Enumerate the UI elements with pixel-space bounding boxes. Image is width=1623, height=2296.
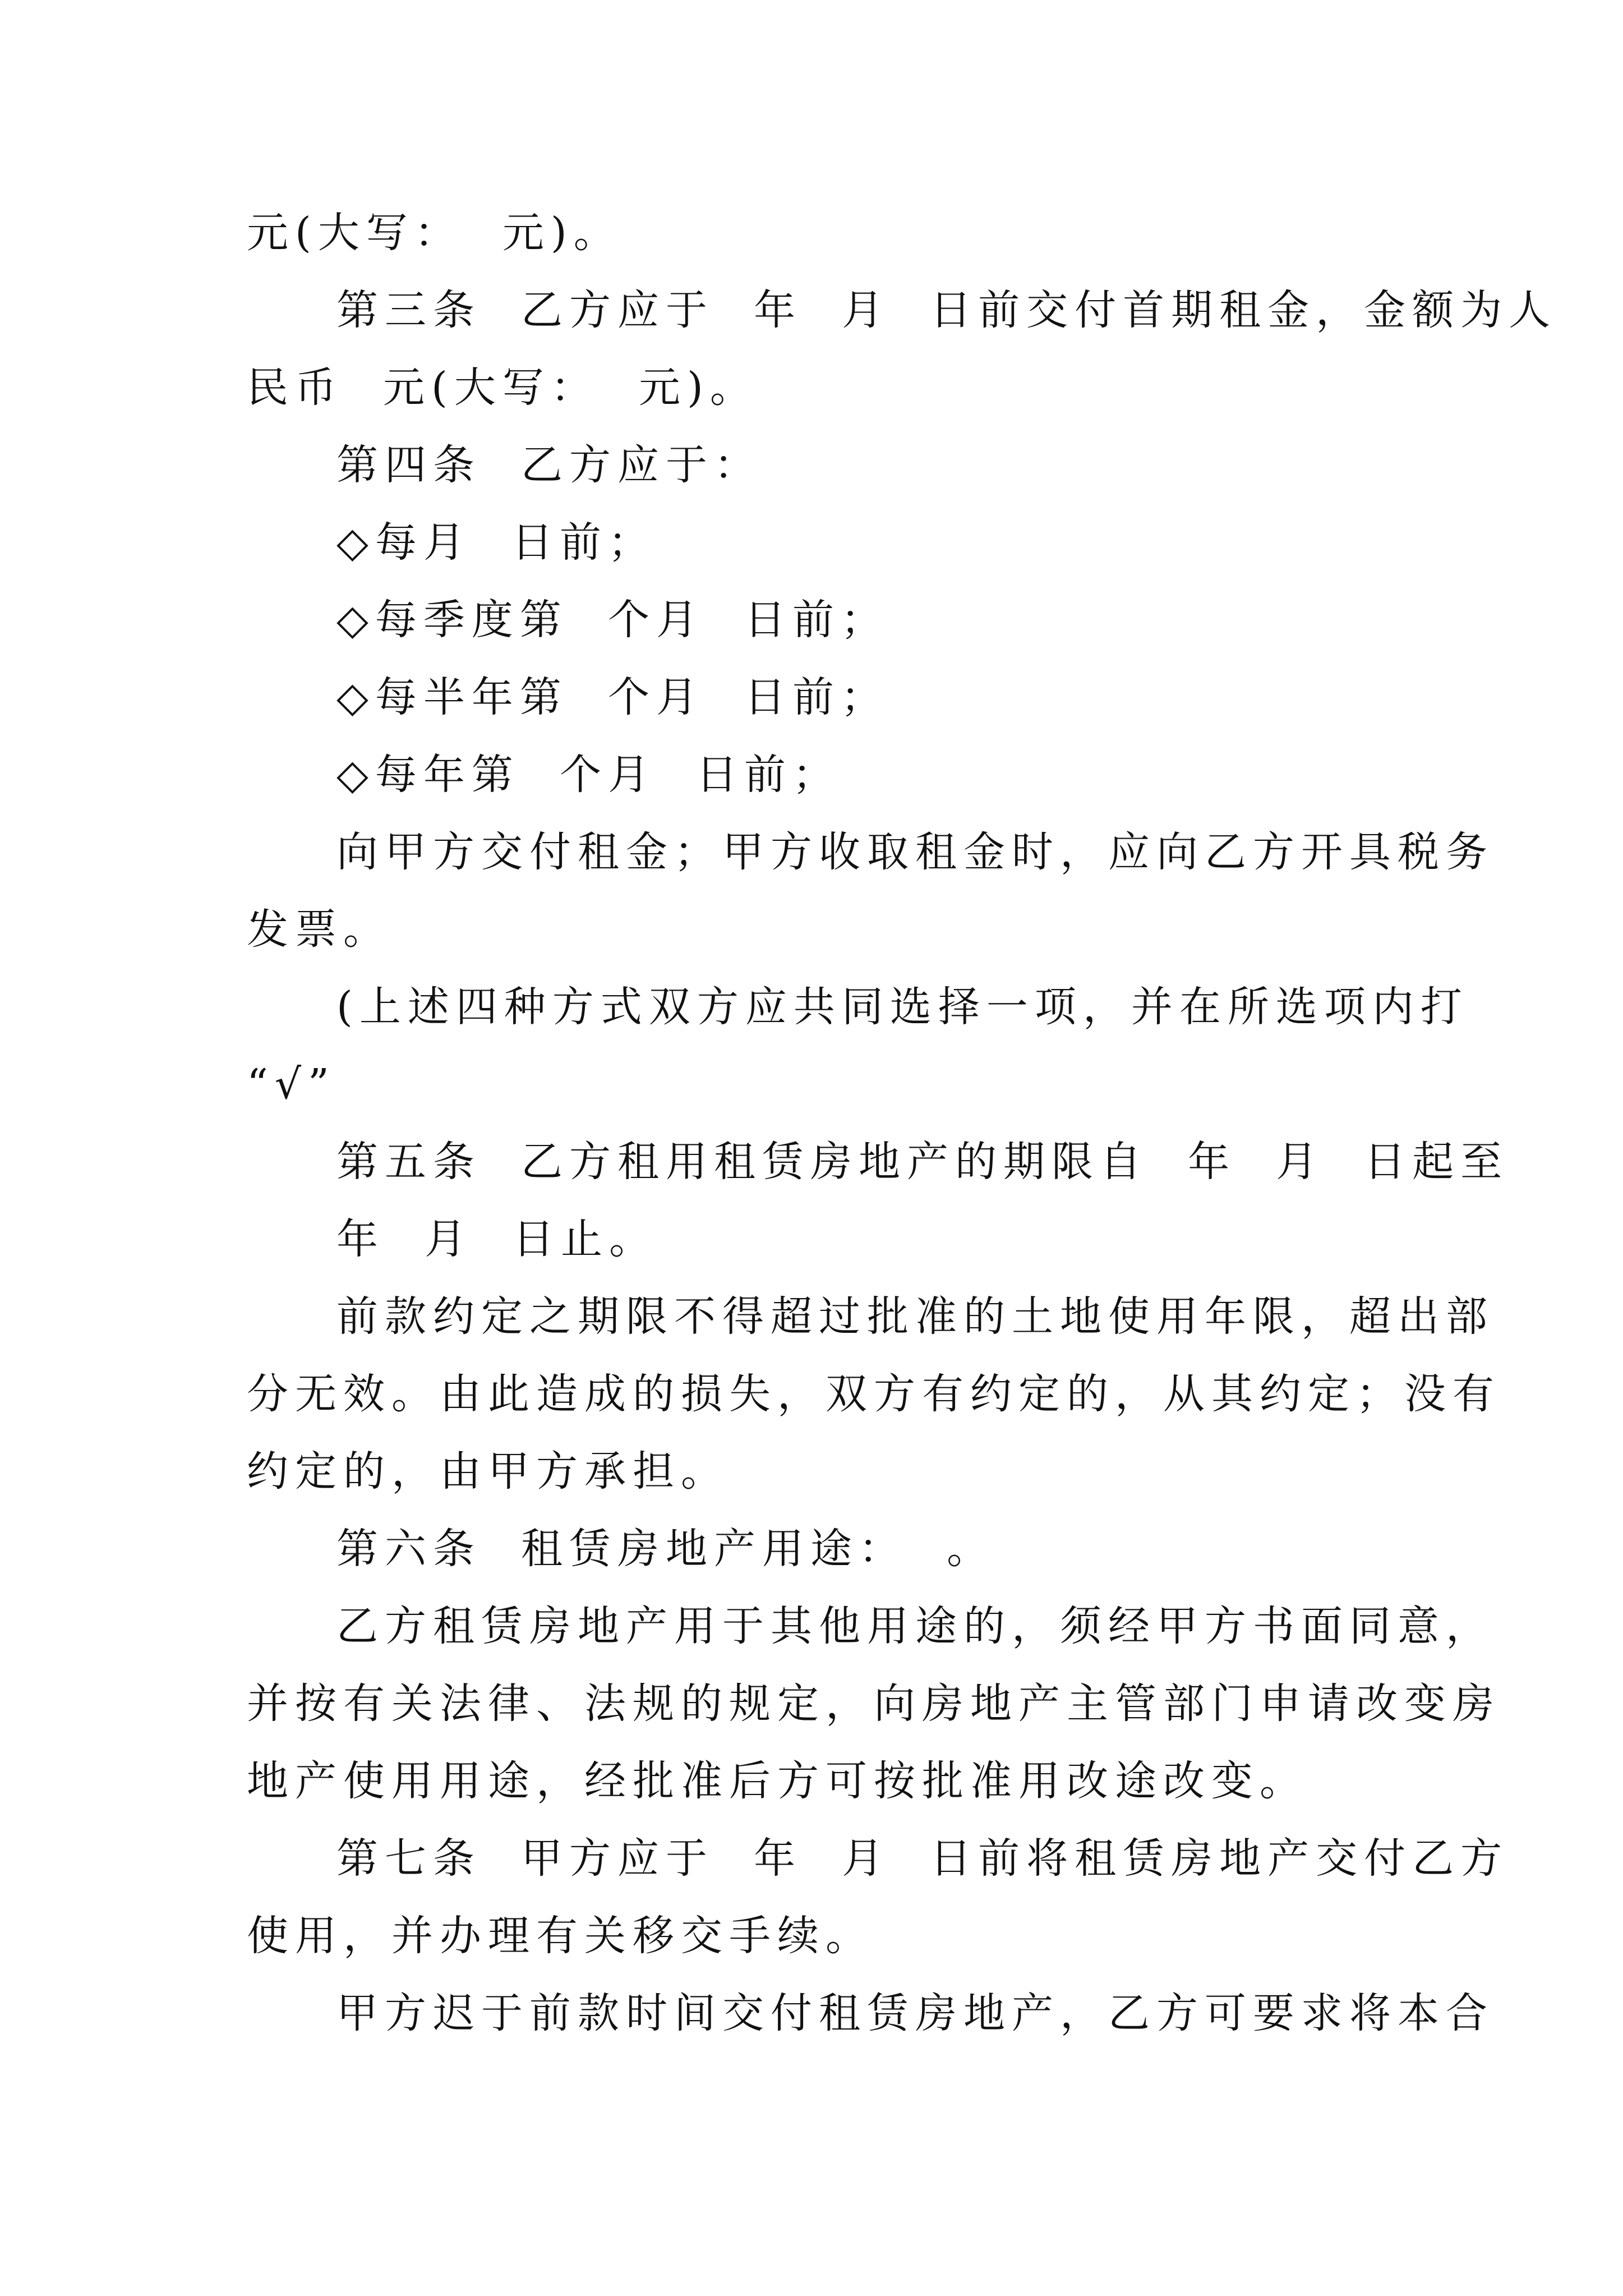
text-line-16: 分无效。由此造成的损失，双方有约定的，从其约定；没有 xyxy=(247,1370,1501,1418)
text-line-11: (上述四种方式双方应共同选择一项，并在所选项内打 xyxy=(336,983,1469,1031)
text-line-14: 年 月 日止。 xyxy=(336,1215,658,1263)
text-line-21: 地产使用用途，经批准后方可按批准用改途改变。 xyxy=(247,1757,1308,1805)
text-line-22: 第七条 甲方应于 年 月 日前将租赁房地产交付乙方 xyxy=(336,1834,1509,1883)
text-line-17: 约定的，由甲方承担。 xyxy=(247,1447,729,1496)
text-line-7: ◇每半年第 个月 日前； xyxy=(336,673,889,721)
text-line-6: ◇每季度第 个月 日前； xyxy=(336,596,889,644)
text-line-1: 元(大写： 元)。 xyxy=(247,209,622,257)
text-line-13: 第五条 乙方租用租赁房地产的期限自 年 月 日起至 xyxy=(336,1138,1509,1186)
text-line-3: 民币 元(大写： 元)。 xyxy=(247,364,758,412)
text-line-5: ◇每月 日前； xyxy=(336,518,656,567)
text-line-8: ◇每年第 个月 日前； xyxy=(336,751,841,799)
text-line-23: 使用，并办理有关移交手续。 xyxy=(247,1912,874,1960)
text-line-24: 甲方迟于前款时间交付租赁房地产，乙方可要求将本合 xyxy=(336,1989,1494,2037)
text-line-15: 前款约定之期限不得超过批准的土地使用年限，超出部 xyxy=(336,1292,1494,1341)
text-line-4: 第四条 乙方应于： xyxy=(336,441,763,489)
text-line-2: 第三条 乙方应于 年 月 日前交付首期租金，金额为人 xyxy=(336,286,1557,334)
text-line-20: 并按有关法律、法规的规定，向房地产主管部门申请改变房 xyxy=(247,1680,1501,1728)
text-line-19: 乙方租赁房地产用于其他用途的，须经甲方书面同意， xyxy=(336,1602,1494,1650)
text-line-9: 向甲方交付租金；甲方收取租金时，应向乙方开具税务 xyxy=(336,828,1494,876)
text-line-10: 发票。 xyxy=(247,905,391,954)
text-line-12: “√” xyxy=(247,1060,336,1108)
text-line-18: 第六条 租赁房地产用途： 。 xyxy=(336,1525,995,1573)
